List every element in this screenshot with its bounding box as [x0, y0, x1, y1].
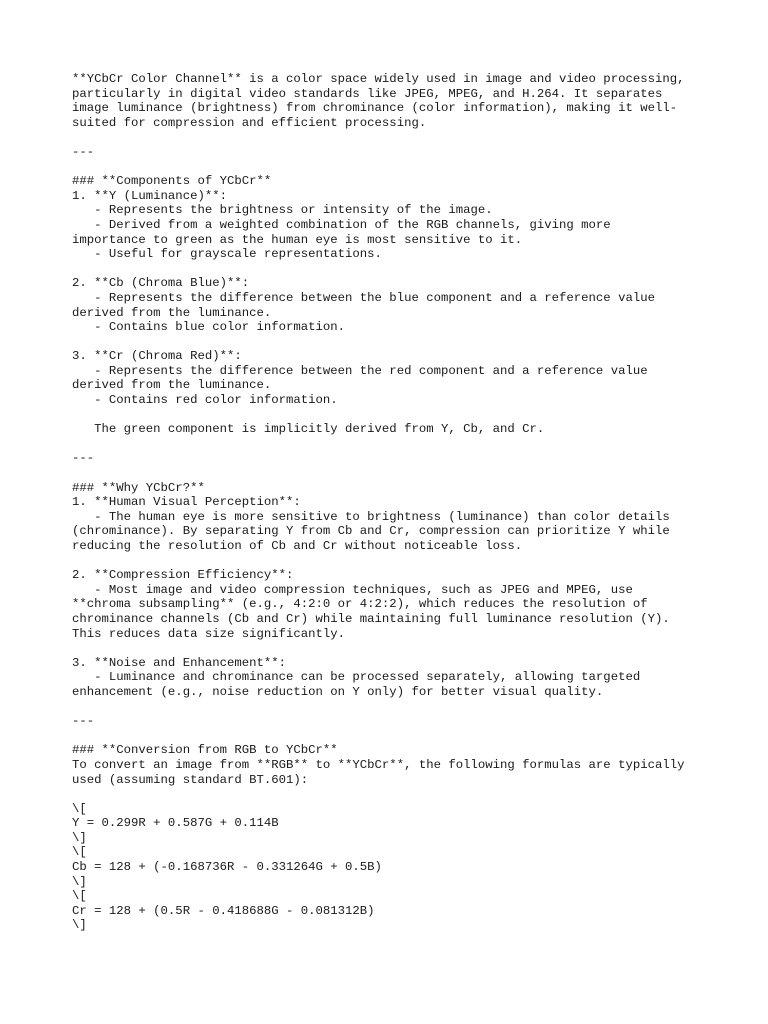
text-line: used (assuming standard BT.601):	[72, 772, 309, 787]
blank-line	[72, 466, 712, 481]
text-line: derived from the luminance.	[72, 305, 272, 320]
list-item-heading: 2. **Cb (Chroma Blue)**:	[72, 276, 250, 291]
text-line: suited for compression and efficient processing.	[72, 115, 427, 130]
formula-delimiter: \]	[72, 918, 87, 933]
blank-line	[72, 437, 712, 452]
text-line: The green component is implicitly derived from Y, Cb, and Cr.	[72, 422, 545, 437]
list-item-heading: 2. **Compression Efficiency**:	[72, 568, 294, 583]
text-line: - Most image and video compression techniques, such as JPEG and MPEG, use	[72, 582, 633, 597]
text-line: **YCbCr Color Channel** is a color space widely used in image and video processing,	[72, 72, 685, 86]
section-heading: ### **Why YCbCr?**	[72, 480, 205, 495]
blank-line	[72, 130, 712, 145]
blank-line	[72, 787, 712, 802]
text-line: - Derived from a weighted combination of the RGB channels, giving more	[72, 217, 611, 232]
list-item-heading: 3. **Noise and Enhancement**:	[72, 655, 287, 670]
blank-line	[72, 160, 712, 175]
blank-line	[72, 335, 712, 350]
text-line: (chrominance). By separating Y from Cb and Cr, compression can prioritize Y while	[72, 524, 670, 539]
text-line: - Represents the brightness or intensity of the image.	[72, 203, 493, 218]
text-line: enhancement (e.g., noise reduction on Y only) for better visual quality.	[72, 684, 604, 699]
blank-line	[72, 408, 712, 423]
list-item-heading: 3. **Cr (Chroma Red)**:	[72, 349, 242, 364]
list-item-heading: 1. **Y (Luminance)**:	[72, 188, 227, 203]
horizontal-rule-text: ---	[72, 144, 95, 159]
formula-delimiter: \]	[72, 830, 87, 845]
text-line: - Represents the difference between the red component and a reference value	[72, 363, 648, 378]
formula-delimiter: \[	[72, 801, 87, 816]
text-line: image luminance (brightness) from chrominance (color information), making it well-	[72, 101, 678, 116]
text-line: particularly in digital video standards like JPEG, MPEG, and H.264. It separates	[72, 86, 663, 101]
text-line: - Luminance and chrominance can be processed separately, allowing targeted	[72, 670, 641, 685]
text-line: - Contains blue color information.	[72, 320, 346, 335]
text-line: derived from the luminance.	[72, 378, 272, 393]
formula-y: Y = 0.299R + 0.587G + 0.114B	[72, 816, 279, 831]
blank-line	[72, 641, 712, 656]
document-page	[72, 72, 712, 933]
horizontal-rule-text: ---	[72, 451, 95, 466]
blank-line	[72, 554, 712, 569]
formula-delimiter: \[	[72, 845, 87, 860]
text-line: - The human eye is more sensitive to brightness (luminance) than color details	[72, 509, 670, 524]
text-line: - Useful for grayscale representations.	[72, 247, 382, 262]
text-line: - Contains red color information.	[72, 393, 338, 408]
section-heading: ### **Components of YCbCr**	[72, 174, 272, 189]
text-line: To convert an image from **RGB** to **YCbCr**, the following formulas are typically	[72, 757, 685, 772]
horizontal-rule-text: ---	[72, 714, 95, 729]
list-item-heading: 1. **Human Visual Perception**:	[72, 495, 301, 510]
formula-cb: Cb = 128 + (-0.168736R - 0.331264G + 0.5B)	[72, 860, 382, 875]
section-heading: ### **Conversion from RGB to YCbCr**	[72, 743, 338, 758]
text-line: reducing the resolution of Cb and Cr without noticeable loss.	[72, 539, 523, 553]
formula-delimiter: \]	[72, 874, 87, 889]
blank-line	[72, 700, 712, 715]
blank-line	[72, 262, 712, 277]
formula-delimiter: \[	[72, 889, 87, 904]
text-line: **chroma subsampling** (e.g., 4:2:0 or 4:2:2), which reduces the resolution of	[72, 597, 648, 612]
text-line: This reduces data size significantly.	[72, 626, 346, 641]
blank-line	[72, 729, 712, 744]
text-line: - Represents the difference between the blue component and a reference value	[72, 290, 655, 305]
formula-cr: Cr = 128 + (0.5R - 0.418688G - 0.081312B)	[72, 903, 375, 918]
text-line: chrominance channels (Cb and Cr) while maintaining full luminance resolution (Y).	[72, 611, 670, 626]
text-line: importance to green as the human eye is most sensitive to it.	[72, 232, 523, 247]
